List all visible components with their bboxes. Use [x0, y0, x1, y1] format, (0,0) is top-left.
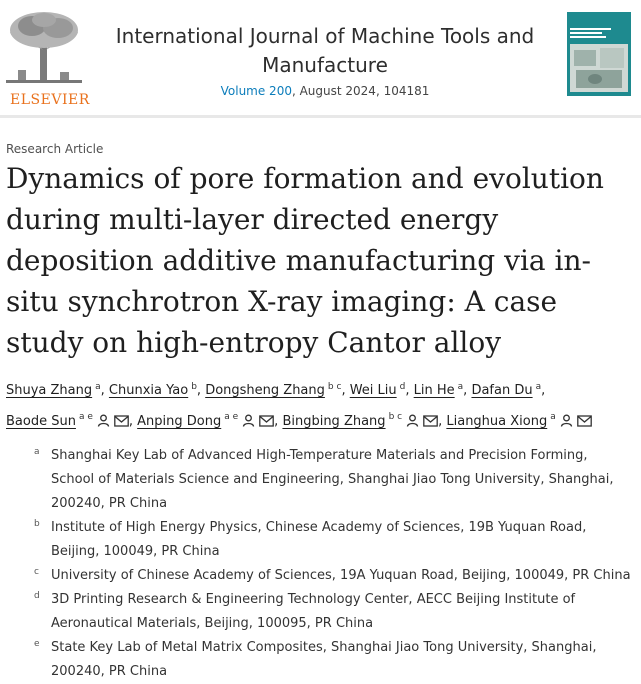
author-affiliation-marker: a e [78, 412, 93, 423]
affiliation-text: Shanghai Key Lab of Advanced High-Temperature Materials and Precision Forming, School of Materials Science and Engineering, Shanghai Jiao Tong University, Shanghai, 200240, PR China [51, 448, 614, 511]
affiliation-item [34, 516, 634, 564]
author-name[interactable]: Lin He [413, 383, 455, 399]
affiliation-text: State Key Lab of Metal Matrix Composites, Shanghai Jiao Tong University, Shanghai, 200240, PR China [51, 640, 597, 679]
volume-link[interactable]: Volume 200 [220, 84, 292, 98]
author-name[interactable]: Bingbing Zhang [282, 413, 386, 429]
author-affiliation-marker: a [95, 382, 101, 392]
author-name[interactable]: Anping Dong [137, 413, 222, 429]
author-name[interactable]: Chunxia Yao [108, 383, 189, 399]
author-affiliation-marker: a [550, 412, 556, 423]
article-title: Dynamics of pore formation and evolution during multi-layer directed energy deposition additive manufacturing via in-situ synchrotron X-ray imaging: A case study on high-entropy Cantor alloy [6, 162, 604, 359]
affiliation-text: 3D Printing Research & Engineering Technology Center, AECC Beijing Institute of Aeronautical Materials, Beijing, 100095, PR China [51, 592, 576, 631]
author-name[interactable]: Dongsheng Zhang [205, 383, 325, 399]
author-affiliation-marker: a e [224, 412, 239, 423]
publisher-name: ELSEVIER [10, 92, 90, 108]
affiliation-list [34, 444, 634, 684]
author-name[interactable]: Baode Sun [6, 413, 76, 429]
affiliation-label: d [34, 591, 40, 601]
email-icon[interactable] [259, 411, 274, 437]
affiliation-item [34, 444, 634, 516]
tree-icon [6, 10, 82, 84]
affiliation-label: a [34, 447, 40, 457]
author-item[interactable] [414, 383, 468, 398]
author-item[interactable] [282, 414, 442, 429]
author-separator: , [341, 383, 346, 399]
author-affiliation-marker: d [399, 382, 406, 392]
author-affiliation-marker: b [191, 382, 197, 392]
author-item[interactable] [350, 383, 410, 398]
affiliation-text: Institute of High Energy Physics, Chinese Academy of Sciences, 19B Yuquan Road, Beijing, 100049, PR China [51, 520, 587, 559]
header-divider [0, 115, 641, 118]
affiliation-label: c [34, 567, 39, 577]
cover-title-lines [570, 28, 628, 38]
email-icon[interactable] [423, 411, 438, 437]
author-item[interactable] [109, 383, 201, 398]
author-separator: , [100, 383, 105, 399]
author-separator: , [438, 413, 443, 429]
article-type: Research Article [6, 142, 104, 156]
issue-info: , August 2024, 104181 [291, 84, 430, 98]
author-item[interactable] [471, 383, 545, 398]
journal-cover-image[interactable] [567, 12, 631, 96]
affiliation-text: University of Chinese Academy of Sciences, 19A Yuquan Road, Beijing, 100049, PR China [51, 568, 631, 583]
author-name[interactable]: Shuya Zhang [6, 383, 93, 399]
author-name[interactable]: Lianghua Xiong [446, 413, 548, 429]
author-item[interactable] [137, 414, 278, 429]
author-separator: , [196, 383, 202, 399]
affiliation-item [34, 564, 634, 588]
author-name[interactable]: Wei Liu [349, 383, 397, 399]
affiliation-item [34, 588, 634, 636]
affiliation-label: b [34, 519, 40, 529]
elsevier-logo[interactable] [6, 10, 90, 108]
author-item[interactable] [205, 383, 345, 398]
email-icon[interactable] [577, 411, 592, 437]
author-affiliation-marker: a [535, 382, 542, 392]
person-icon[interactable] [560, 411, 573, 437]
journal-info [110, 22, 540, 98]
author-affiliation-marker: a [457, 382, 464, 392]
author-separator: , [405, 383, 410, 399]
author-affiliation-marker: b c [327, 382, 342, 392]
author-item[interactable] [6, 414, 133, 429]
cover-picture [570, 44, 628, 92]
person-icon[interactable] [242, 411, 255, 437]
email-icon[interactable] [114, 411, 129, 437]
author-separator: , [463, 383, 468, 399]
author-separator: , [274, 413, 279, 429]
journal-header [0, 0, 641, 112]
author-separator: , [128, 413, 134, 429]
author-item[interactable] [446, 414, 591, 429]
affiliation-item [34, 636, 634, 684]
author-affiliation-marker: b c [388, 412, 403, 423]
journal-title[interactable]: International Journal of Machine Tools and Manufacture [115, 24, 535, 77]
author-item[interactable] [6, 383, 105, 398]
person-icon[interactable] [406, 411, 419, 437]
affiliation-label: e [34, 639, 40, 649]
author-name[interactable]: Dafan Du [471, 383, 533, 399]
author-list [6, 374, 636, 437]
journal-meta [110, 84, 540, 98]
author-separator: , [541, 383, 546, 399]
person-icon[interactable] [97, 411, 110, 437]
